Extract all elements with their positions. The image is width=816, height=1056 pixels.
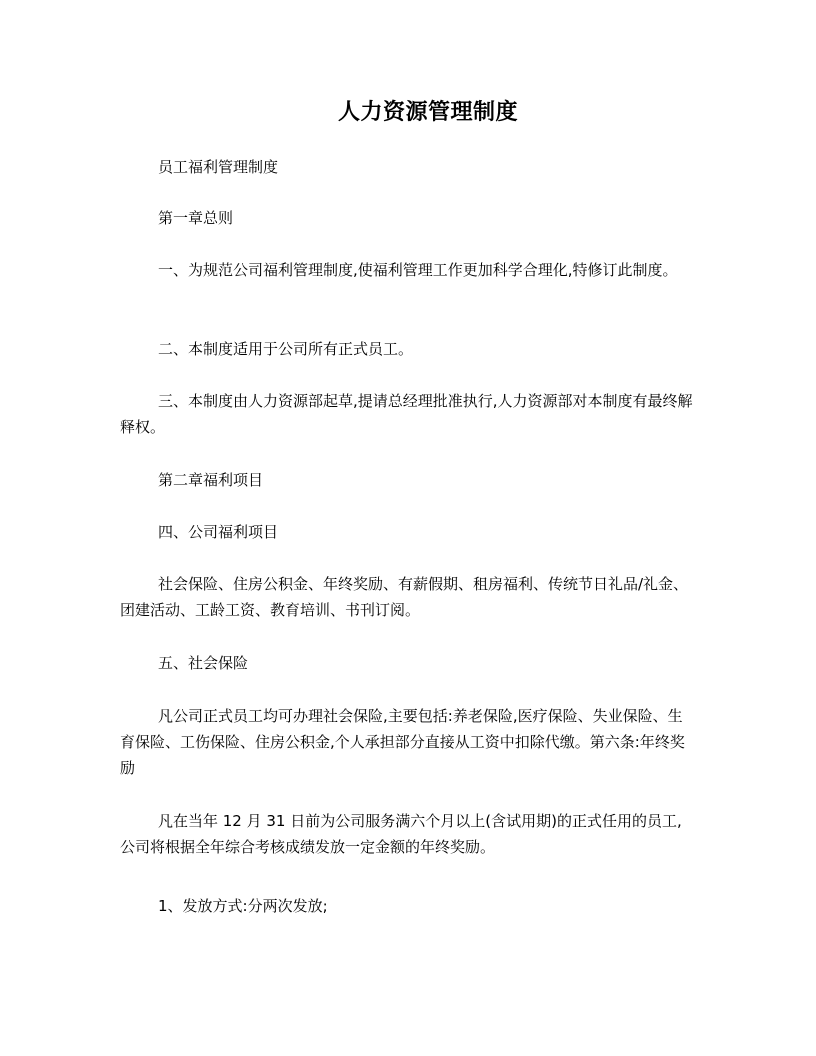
chapter-heading-welfare-items: 第二章福利项目 — [158, 471, 264, 489]
chapter-heading-general: 第一章总则 — [158, 209, 234, 227]
paragraph-article-2: 二、本制度适用于公司所有正式员工。 — [158, 340, 414, 358]
paragraph-payment-method: 1、发放方式:分两次发放; — [158, 897, 328, 915]
paragraph-year-end-bonus: 凡在当年 12 月 31 日前为公司服务满六个月以上(含试用期)的正式任用的员工,公司将根据全年综合考核成绩发放一定金额的年终奖励。 — [120, 812, 682, 856]
document-title: 人力资源管理制度 — [337, 99, 518, 125]
paragraph-article-3: 三、本制度由人力资源部起草,提请总经理批准执行,人力资源部对本制度有最终解释权。 — [120, 392, 693, 436]
paragraph-article-5: 五、社会保险 — [158, 654, 249, 672]
paragraph-social-insurance: 凡公司正式员工均可办理社会保险,主要包括:养老保险,医疗保险、失业保险、生育保险、工伤保险、住房公积金,个人承担部分直接从工资中扣除代缴。第六条:年终奖励 — [120, 707, 685, 777]
paragraph-welfare-list: 社会保险、住房公积金、年终奖励、有薪假期、租房福利、传统节日礼品/礼金、团建活动、工龄工资、教育培训、书刊订阅。 — [120, 575, 689, 619]
paragraph-article-4: 四、公司福利项目 — [158, 523, 279, 541]
paragraph-article-1: 一、为规范公司福利管理制度,使福利管理工作更加科学合理化,特修订此制度。 — [158, 261, 678, 279]
section-title-welfare-system: 员工福利管理制度 — [158, 158, 279, 176]
